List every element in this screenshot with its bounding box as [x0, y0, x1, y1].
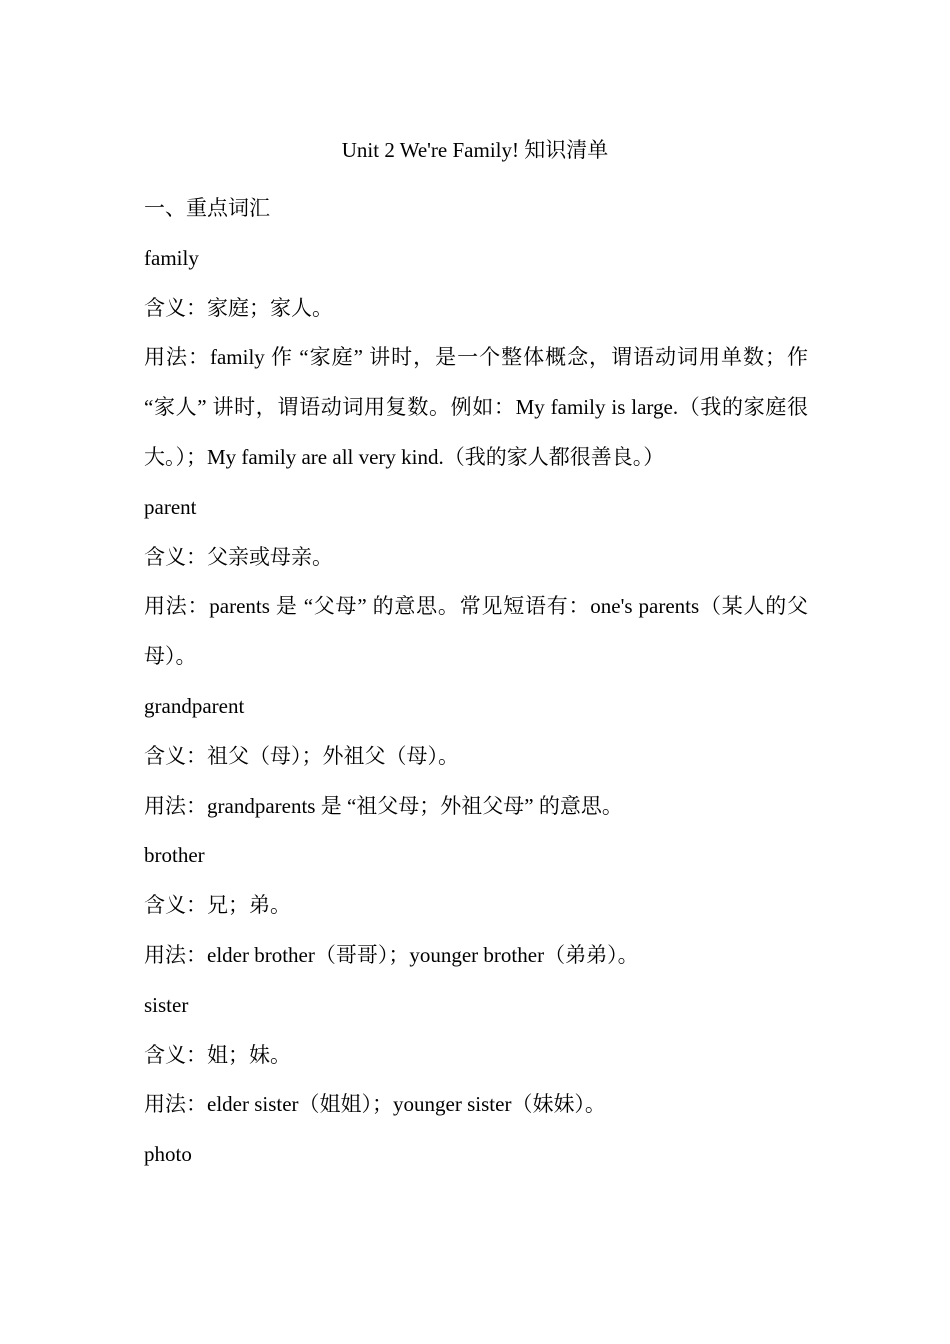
vocab-meaning-sister: 含义：姐；妹。: [144, 1042, 291, 1067]
vocab-meaning-grandparent: 含义：祖父（母）；外祖父（母）。: [144, 743, 459, 768]
vocab-usage-grandparent: 用法：grandparents 是 “祖父母；外祖父母” 的意思。: [144, 793, 623, 818]
vocab-word-sister: sister: [144, 992, 189, 1017]
vocab-word-photo: photo: [144, 1142, 192, 1167]
vocab-usage-family: 用法：family 作 “家庭” 讲时，是一个整体概念，谓语动词用单数；作 “家人” 讲时，谓语动词用复数。例如：My family is large.（我的家庭很大。）；My family are all very kind.（我的家人都很善良。）: [144, 345, 808, 469]
vocab-word-grandparent: grandparent: [144, 693, 245, 718]
vocab-meaning-brother: 含义：兄；弟。: [144, 893, 291, 918]
vocab-usage-parent: 用法：parents 是 “父母” 的意思。常见短语有：one's parents（某人的父母）。: [144, 594, 808, 669]
vocab-usage-brother: 用法：elder brother（哥哥）；younger brother（弟弟）。: [144, 942, 639, 967]
vocab-meaning-family: 含义：家庭；家人。: [144, 295, 333, 320]
vocab-word-parent: parent: [144, 494, 197, 519]
vocab-usage-sister: 用法：elder sister（姐姐）；younger sister（妹妹）。: [144, 1092, 606, 1117]
section-heading: 一、重点词汇: [144, 196, 270, 220]
document-body: [144, 184, 808, 1180]
document-title: Unit 2 We're Family! 知识清单: [341, 138, 609, 162]
vocab-meaning-parent: 含义：父亲或母亲。: [144, 544, 333, 569]
vocab-word-family: family: [144, 245, 199, 270]
vocab-word-brother: brother: [144, 843, 205, 868]
